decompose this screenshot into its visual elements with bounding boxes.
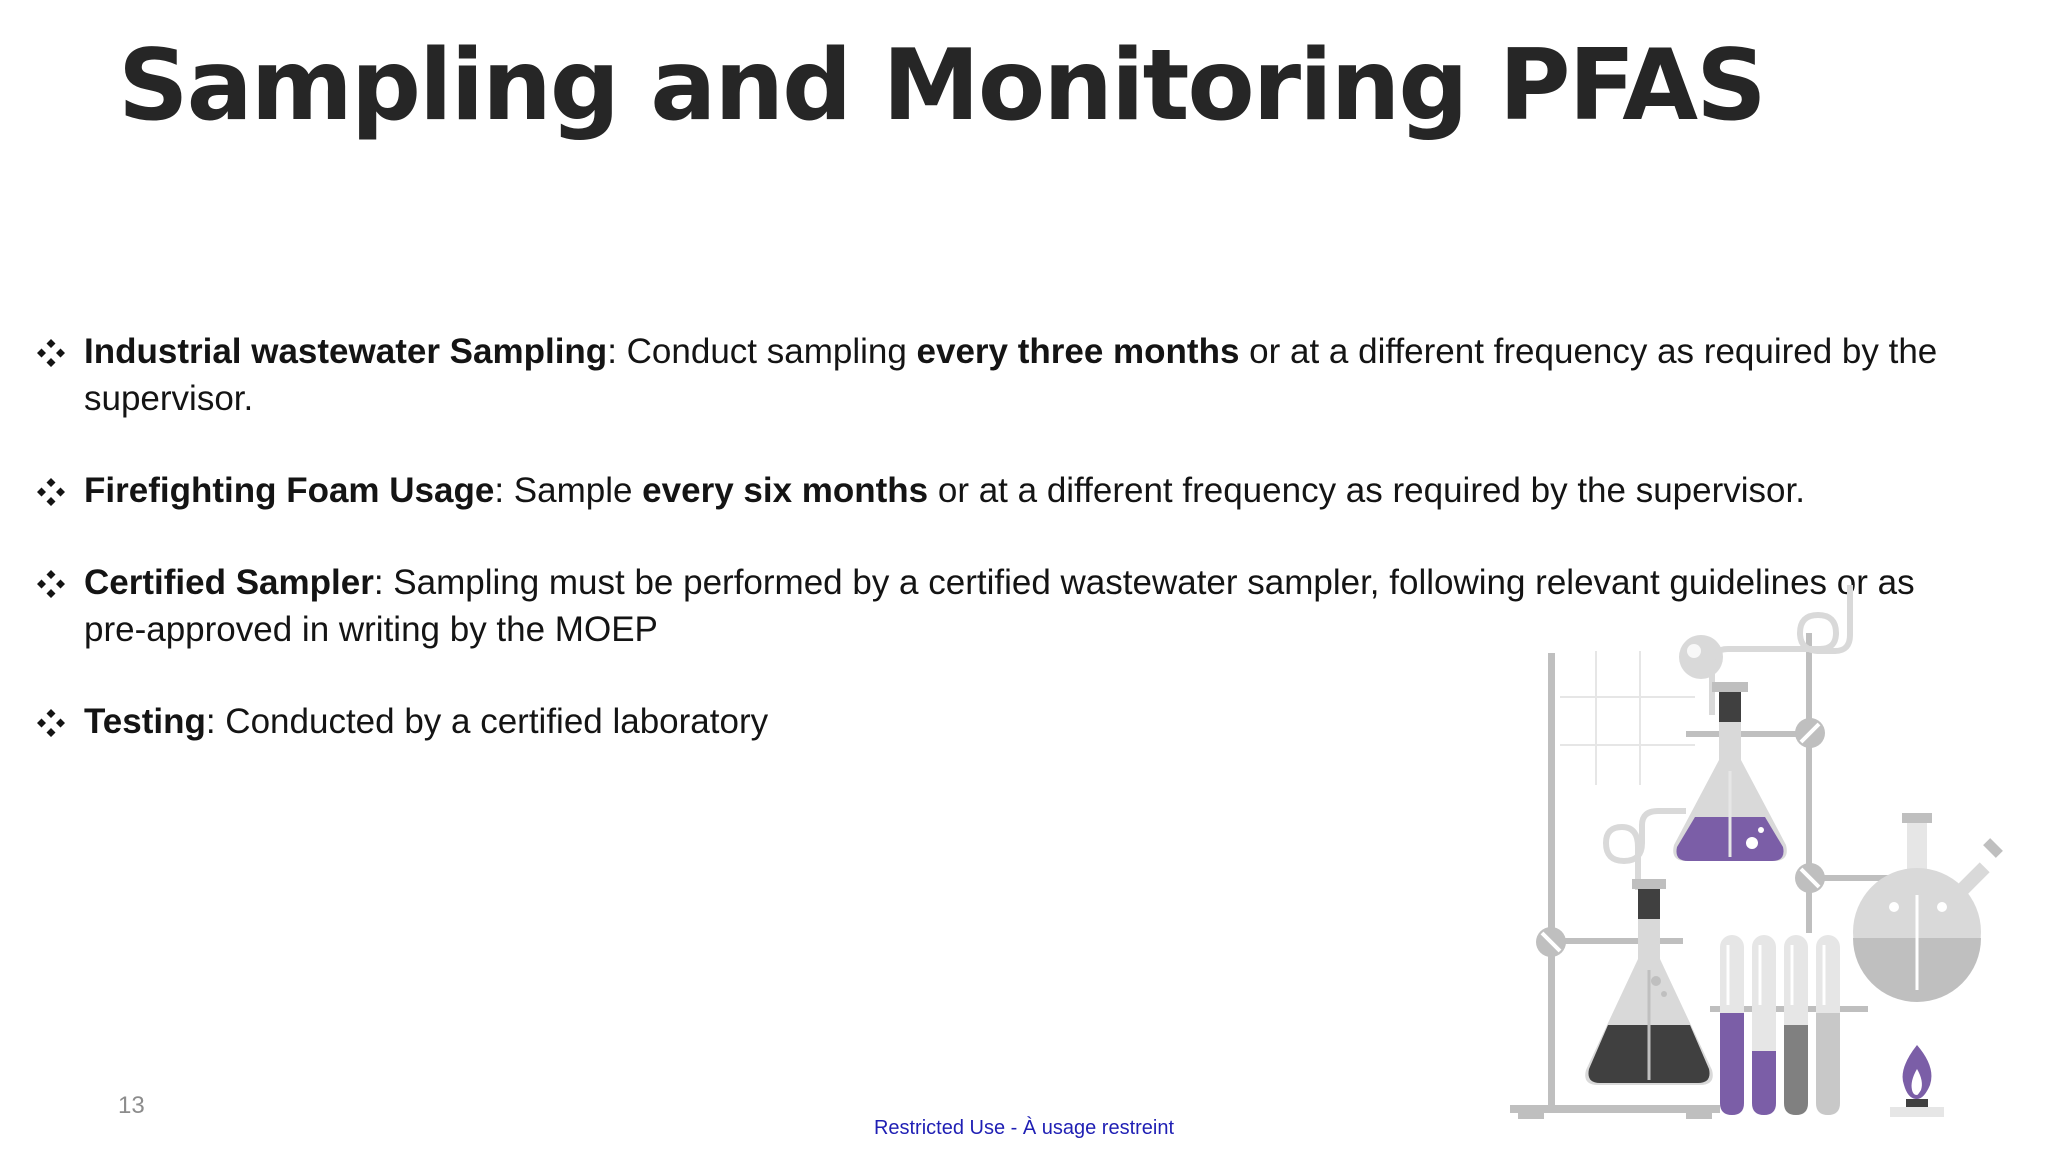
laboratory-glassware-icon (1490, 585, 2048, 1130)
bullet-text: : Sampling must be performed by a certified wastewater sampler, following relevant guidelines or as pre-approved in writing by the MOEP (84, 563, 1915, 649)
bullet-text: : Sample (494, 471, 643, 510)
bullet-text: : Conduct sampling (607, 332, 917, 371)
bullet-term: Testing (84, 702, 206, 741)
bullet-text: or at a different frequency as required by the supervisor. (84, 332, 1938, 418)
bullet-text: : Conducted by a certified laboratory (205, 702, 769, 741)
four-diamond-bullet-icon (36, 338, 66, 368)
bullet-term: Certified Sampler (84, 563, 374, 602)
bullet-term: Firefighting Foam Usage (84, 471, 495, 510)
slide-number: 13 (118, 1092, 145, 1119)
four-diamond-bullet-icon (36, 569, 66, 599)
slide-title: Sampling and Monitoring PFAS (118, 29, 1765, 143)
bullet-item-firefighting-foam (36, 467, 1956, 514)
bullet-term: Industrial wastewater Sampling (84, 332, 608, 371)
four-diamond-bullet-icon (36, 477, 66, 507)
classification-label: Restricted Use - À usage restreint (873, 1117, 1175, 1139)
four-diamond-bullet-icon (36, 708, 66, 738)
bullet-text: or at a different frequency as required by the supervisor. (928, 471, 1805, 510)
bullet-emphasis: every three months (916, 332, 1240, 371)
bullet-emphasis: every six months (642, 471, 929, 510)
bullet-item-industrial-wastewater (36, 328, 1956, 422)
